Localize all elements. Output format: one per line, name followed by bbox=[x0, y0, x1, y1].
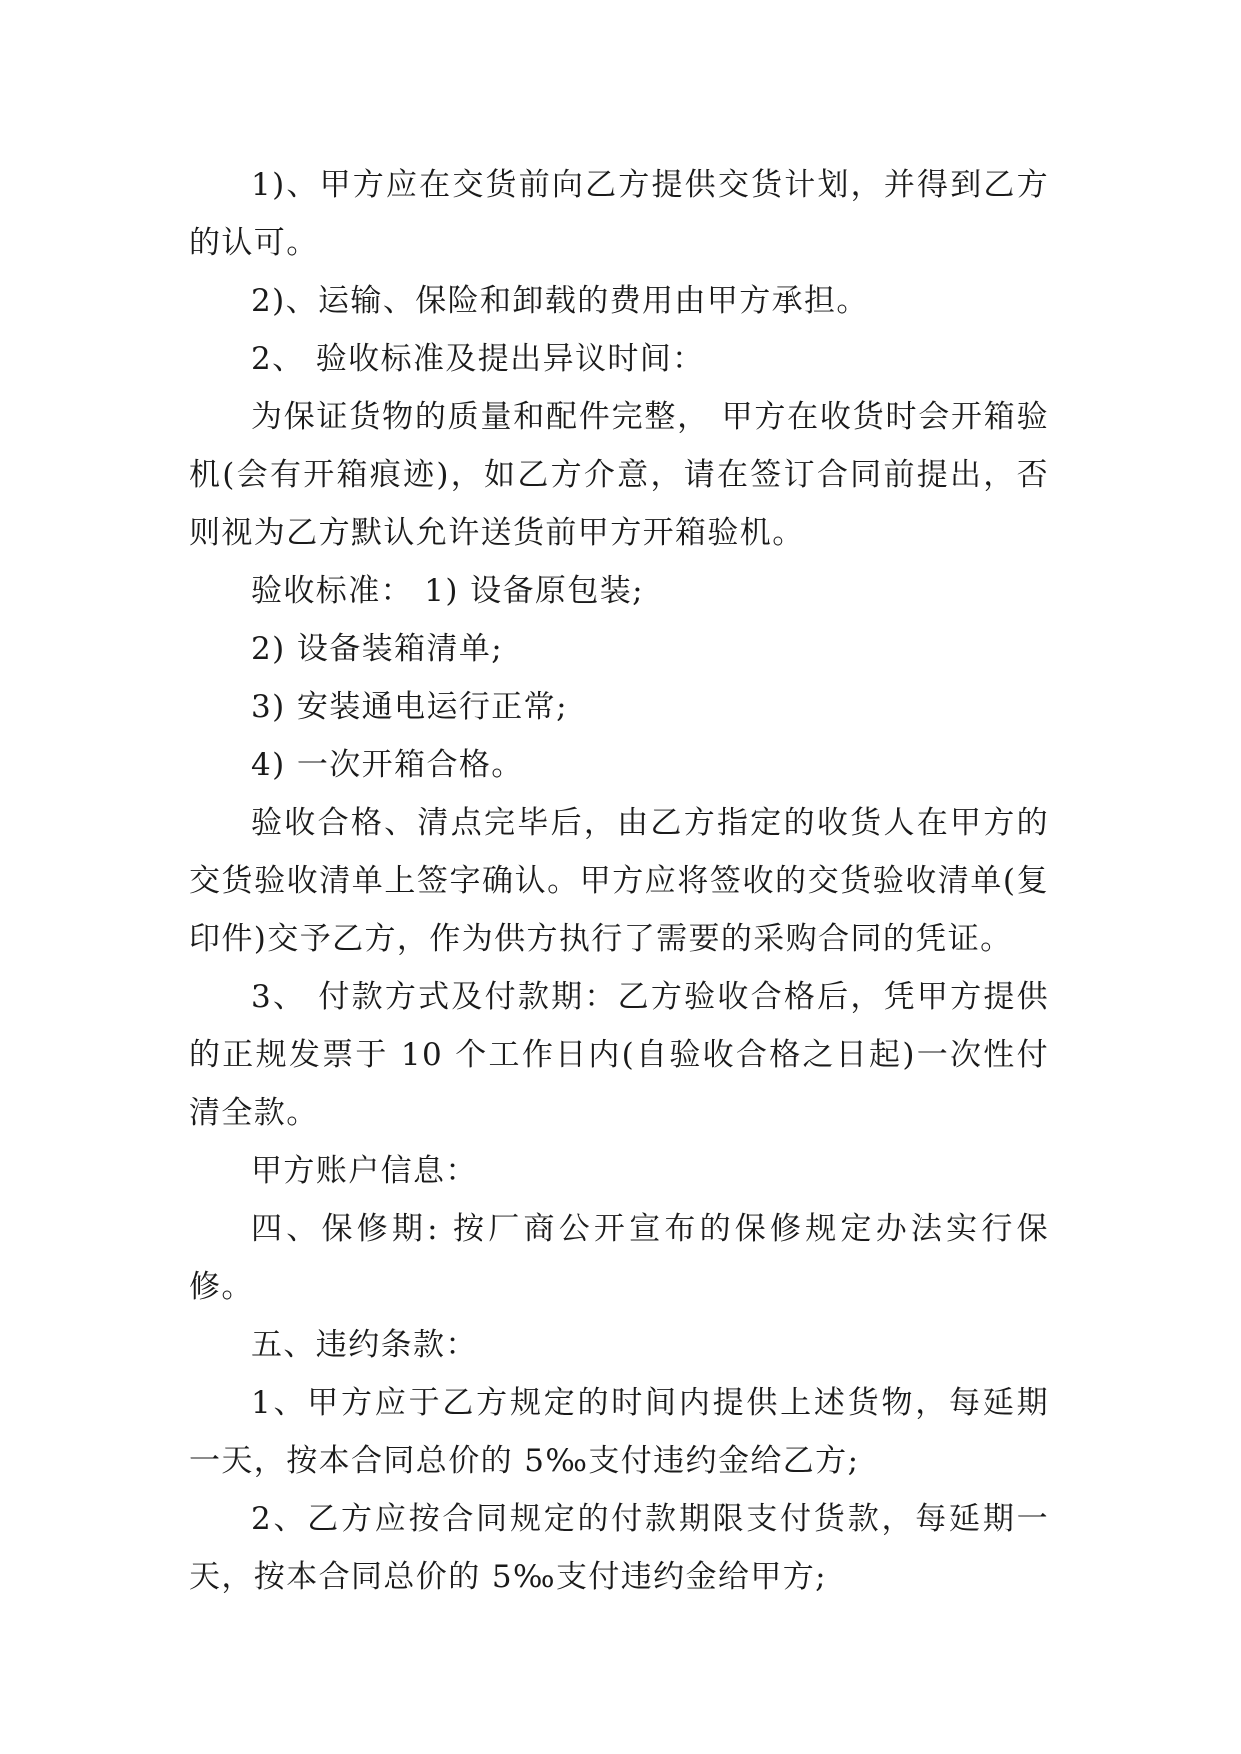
paragraph-payment-terms: 3、 付款方式及付款期：乙方验收合格后，凭甲方提供的正规发票于 10 个工作日内(自验收合格之日起)一次性付清全款。 bbox=[189, 979, 1049, 1131]
paragraph-breach-heading: 五、违约条款： bbox=[251, 1327, 478, 1363]
paragraph-acceptance-criteria-1: 验收标准： 1) 设备原包装; bbox=[251, 573, 644, 609]
paragraph-delivery-plan: 1)、甲方应在交货前向乙方提供交货计划，并得到乙方的认可。 bbox=[189, 167, 1049, 261]
paragraph-account-info: 甲方账户信息： bbox=[251, 1153, 478, 1189]
paragraph-acceptance-signoff: 验收合格、清点完毕后，由乙方指定的收货人在甲方的交货验收清单上签字确认。甲方应将签收的交货验收清单(复印件)交予乙方，作为供方执行了需要的采购合同的凭证。 bbox=[189, 805, 1049, 957]
document-body bbox=[189, 156, 1049, 1606]
paragraph-unboxing-inspection: 为保证货物的质量和配件完整， 甲方在收货时会开箱验机(会有开箱痕迹)，如乙方介意，请在签订合同前提出，否则视为乙方默认允许送货前甲方开箱验机。 bbox=[189, 399, 1049, 551]
paragraph-acceptance-criteria-4: 4) 一次开箱合格。 bbox=[251, 747, 524, 783]
paragraph-acceptance-heading: 2、 验收标准及提出异议时间： bbox=[251, 341, 705, 377]
paragraph-breach-party-a: 1、甲方应于乙方规定的时间内提供上述货物，每延期一天，按本合同总价的 5‰支付违约金给乙方; bbox=[189, 1385, 1049, 1479]
paragraph-warranty: 四、保修期: 按厂商公开宣布的保修规定办法实行保修。 bbox=[189, 1211, 1049, 1305]
paragraph-transport-cost: 2)、运输、保险和卸载的费用由甲方承担。 bbox=[251, 283, 869, 319]
paragraph-acceptance-criteria-2: 2) 设备装箱清单; bbox=[251, 631, 504, 667]
paragraph-acceptance-criteria-3: 3) 安装通电运行正常; bbox=[251, 689, 568, 725]
paragraph-breach-party-b: 2、乙方应按合同规定的付款期限支付货款，每延期一天，按本合同总价的 5‰支付违约金给甲方; bbox=[189, 1501, 1049, 1595]
